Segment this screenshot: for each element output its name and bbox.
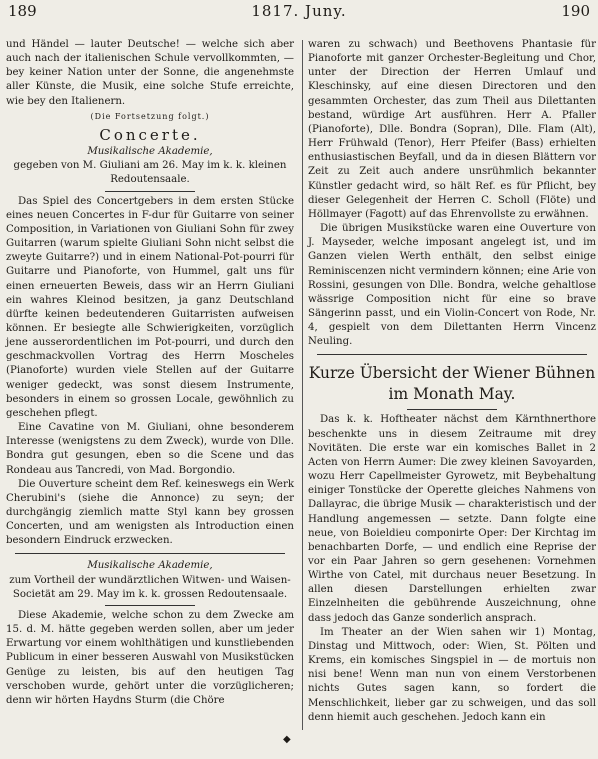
ink-mark-icon: ◆ xyxy=(283,734,291,745)
akademie-2-paragraph: Diese Akademie, welche schon zu dem Zwecke am 15. d. M. hätte gegeben werden sollen, aber um jeder Erwartung vor einem wohlthätigen und kunstliebenden Publicum in einer besseren Auswahl von Musikstücken Genüge zu leisten, bis auf den heutigen Tag verschoben wurde, gehört unter die vorzüglicheren; denn wir hörten Haydns Sturm (die Chöre xyxy=(6,609,294,706)
music-paragraph: Die übrigen Musikstücke waren eine Ouverture von J. Mayseder, welche imposant angelegt ist, und im Ganzen vielen Werth enthält, den selbst einige Reminiscenzen nicht vermindern können; eine Arie von Rossini, gesungen von Dlle. Bondra, welche gehaltlose wässrige Composition nicht für eine so brave Sängerinn passt, und ein Violin-Concert von Rode, Nr. 4, gespielt von dem Dilettanten Herrn Vincenz Neuling. xyxy=(308,223,596,348)
divider xyxy=(407,409,497,410)
akademie-1-paragraph: Das Spiel des Concertgebers in dem ersten Stücke eines neuen Concertes in F-dur für Guitarre von seiner Composition, in Variationen von Giuliani Sohn für zwey Guitarren (warum spielte Giuliani Sohn nicht selbst die zweyte Guitarre?) und in einem National-Pot-pourri für Guitarre und Pianoforte, von Hummel, galt uns für einen erneuerten Beweis, dass wir an Herrn Giuliani ein wahres Kleinod besitzen, ja ganz Deutschland dürfte keinen bedeutenderen Guitarristen aufweisen können. Er besiegte alle Schwierigkeiten, vorzüglich jene ausserordentlichen im Pot-pourri, und durch den geschmackvollen Vortrag des Herrn Moscheles (Pianoforte) wurden viele Stellen auf der Guitarre weniger gedeckt, was sonst diesem Instrumente, besonders in einem so grossen Locale, gewöhnlich zu geschehen pflegt. xyxy=(6,195,294,419)
section-title-concerte: Concerte. xyxy=(99,125,201,144)
page-number-left: 189 xyxy=(8,2,37,20)
akademie-2-subtitle: zum Vortheil der wundärztlichen Witwen- und Waisen-Societät am 29. May im k. k. grossen Redoutensaale. xyxy=(9,574,291,600)
page-number-right: 190 xyxy=(561,2,590,20)
akademie-2-title: Musikalische Akademie, xyxy=(87,560,213,572)
divider xyxy=(317,354,587,355)
section-title-buehnen: Kurze Übersicht der Wiener Bühnen im Monath May. xyxy=(308,364,596,404)
divider xyxy=(105,605,195,606)
theatre-paragraph: Im Theater an der Wien sahen wir 1) Montag, Dinstag und Mittwoch, oder: Wien, St. Pölten und Krems, ein komisches Singspiel in — de mortuis non nisi bene! Wenn man nun von einem Verstorbenen nichts Gutes sagen kann, so fordert die Menschlichkeit, lieber gar zu schweigen, und das soll denn hiemit auch geschehen. Jedoch kann ein xyxy=(308,626,596,723)
divider xyxy=(105,191,195,192)
continued-paragraph: waren zu schwach) und Beethovens Phantasie für Pianoforte mit ganzer Orchester-Begleitung und Chor, unter der Direction der Herren Umlauf und Kleschinsky, auf eine diesen Directoren und den gesammten Orchester, das zum Theil aus Dilettanten bestand, würdige Art ausführen. Herr A. Pfaller (Pianoforte), Dlle. Bondra (Sopran), Dlle. Flam (Alt), Herr Frühwald (Tenor), Herr Pfeifer (Bass) erhielten enthusiastischen Beyfall, und da in diesen Blättern vor Zeit zu Zeit auch andere unsrühmlich bekannter Künstler gedacht wird, so hält Ref. es für Pflicht, bey dieser Gelegenheit der Herren C. Scholl (Flöte) und Höllmayer (Fagott) auf das Ehrenvollste zu erwähnen. xyxy=(308,39,596,220)
running-title: 1817. Juny. xyxy=(251,2,347,20)
akademie-1-paragraph: Die Ouverture scheint dem Ref. keineswegs ein Werk Cherubini's (siehe die Annonce) zu seyn; der durchgängig ziemlich matte Styl kann bey grossen Concerten, und am wenigsten als Introduction einen besondern Eindruck erzwecken. xyxy=(6,478,294,547)
akademie-1-subtitle: gegeben von M. Giuliani am 26. May im k. k. kleinen Redoutensaale. xyxy=(13,160,287,186)
divider xyxy=(15,553,285,554)
theatre-paragraph: Das k. k. Hoftheater nächst dem Kärnthnerthore beschenkte uns in diesem Zeitraume mit drey Novitäten. Die erste war ein komisches Ballet in 2 Acten von Herrn Aumer: Die zwey kleinen Savoyarden, wozu Herr Capellmeister Gyrowetz, mit Beybehaltung einiger Tonstücke der Operette gleiches Nahmens von Dallayrac, die übrige Musik — charakteristisch und der Handlung angemessen — setzte. Dann folgte eine neue, von Boieldieu componirte Oper: Der Kirchtag im benachbarten Dorfe, — und endlich eine Reprise der vor ein Paar Jahren so gern gesehenen: Vornehmen Wirthe von Catel, mit durchaus neuer Besetzung. In allen diesen Darstellungen erhielten zwar Einzelnheiten die gebührende Auszeichnung, ohne dass jedoch das Ganze sonderlich ansprach. xyxy=(308,414,596,624)
left-column xyxy=(6,38,294,708)
akademie-1-title: Musikalische Akademie, xyxy=(87,146,213,158)
column-divider xyxy=(302,40,303,730)
akademie-1-paragraph: Eine Cavatine von M. Giuliani, ohne besonderem Interesse (wenigstens zu dem Zweck), wurde von Dlle. Bondra gut gesungen, eben so die Scene und das Rondeau aus Tancredi, von Mad. Borgondio. xyxy=(6,422,294,476)
right-column xyxy=(308,38,596,725)
continuation-note: (Die Fortsetzung folgt.) xyxy=(90,111,210,121)
intro-paragraph: und Händel — lauter Deutsche! — welche sich aber auch nach der italienischen Schule vervollkommten, — bey keiner Nation unter der Sonne, die angenehmste aller Künste, die Musik, eine solche Stufe erreichte, wie bey den Italienern. xyxy=(6,39,294,107)
